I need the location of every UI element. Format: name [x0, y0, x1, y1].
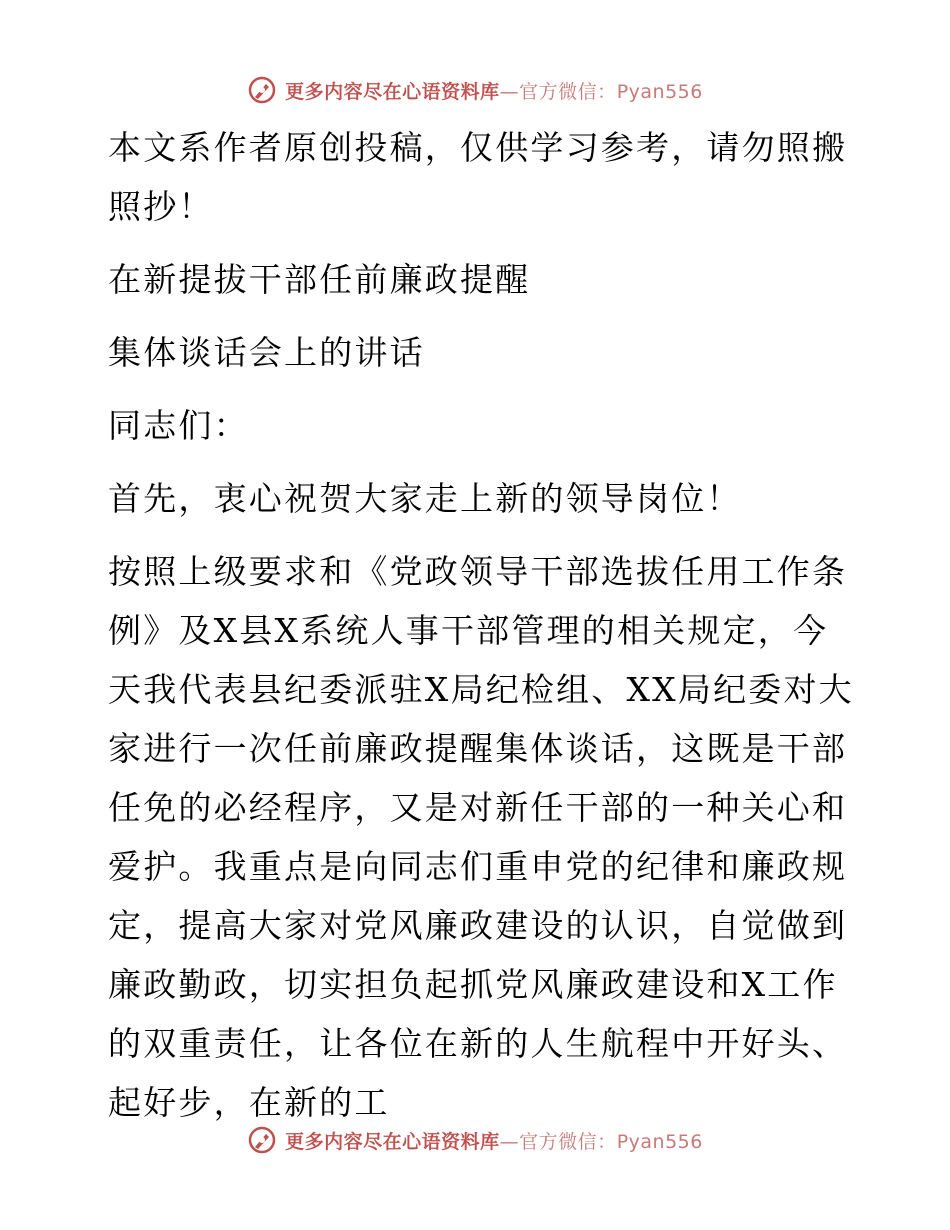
banner-wechat-id: Pyan556: [616, 80, 703, 103]
banner-wechat-id: Pyan556: [616, 1130, 703, 1153]
banner-dash: —: [499, 80, 520, 103]
document-body: [98, 118, 858, 1132]
banner-site-text: 更多内容尽在心语资料库: [285, 1130, 500, 1153]
header-watermark-banner: [0, 70, 950, 110]
banner-site-text: 更多内容尽在心语资料库: [285, 80, 500, 103]
congratulations-line: 首先，衷心祝贺大家走上新的领导岗位！: [108, 479, 742, 518]
salutation: 同志们：: [108, 406, 249, 445]
banner-wechat-label: 官方微信：: [519, 80, 617, 103]
speech-title-line2: 集体谈话会上的讲话: [108, 333, 425, 372]
copyright-notice: 本文系作者原创投稿，仅供学习参考，请勿照搬照抄！: [108, 128, 848, 226]
banner-text: [285, 77, 703, 104]
banner-dash: —: [499, 1130, 520, 1153]
pen-circle-logo-icon: [247, 75, 277, 105]
footer-watermark-banner: [0, 1120, 950, 1160]
pen-circle-logo-icon: [247, 1125, 277, 1155]
banner-text: [285, 1127, 703, 1154]
banner-wechat-label: 官方微信：: [519, 1130, 617, 1153]
body-paragraph: 按照上级要求和《党政领导干部选拔任用工作条例》及X县X系统人事干部管理的相关规定，今天我代表县纪委派驻X局纪检组、XX局纪委对大家进行一次任前廉政提醒集体谈话，这既是干部任免的必经程序，又是对新任干部的一种关心和爱护。我重点是向同志们重申党的纪律和廉政规定，提高大家对党风廉政建设的认识，自觉做到廉政勤政，切实担负起抓党风廉政建设和X工作的双重责任，让各位在新的人生航程中开好头、起好步，在新的工: [108, 552, 854, 1122]
speech-title-line1: 在新提拔干部任前廉政提醒: [108, 260, 531, 299]
